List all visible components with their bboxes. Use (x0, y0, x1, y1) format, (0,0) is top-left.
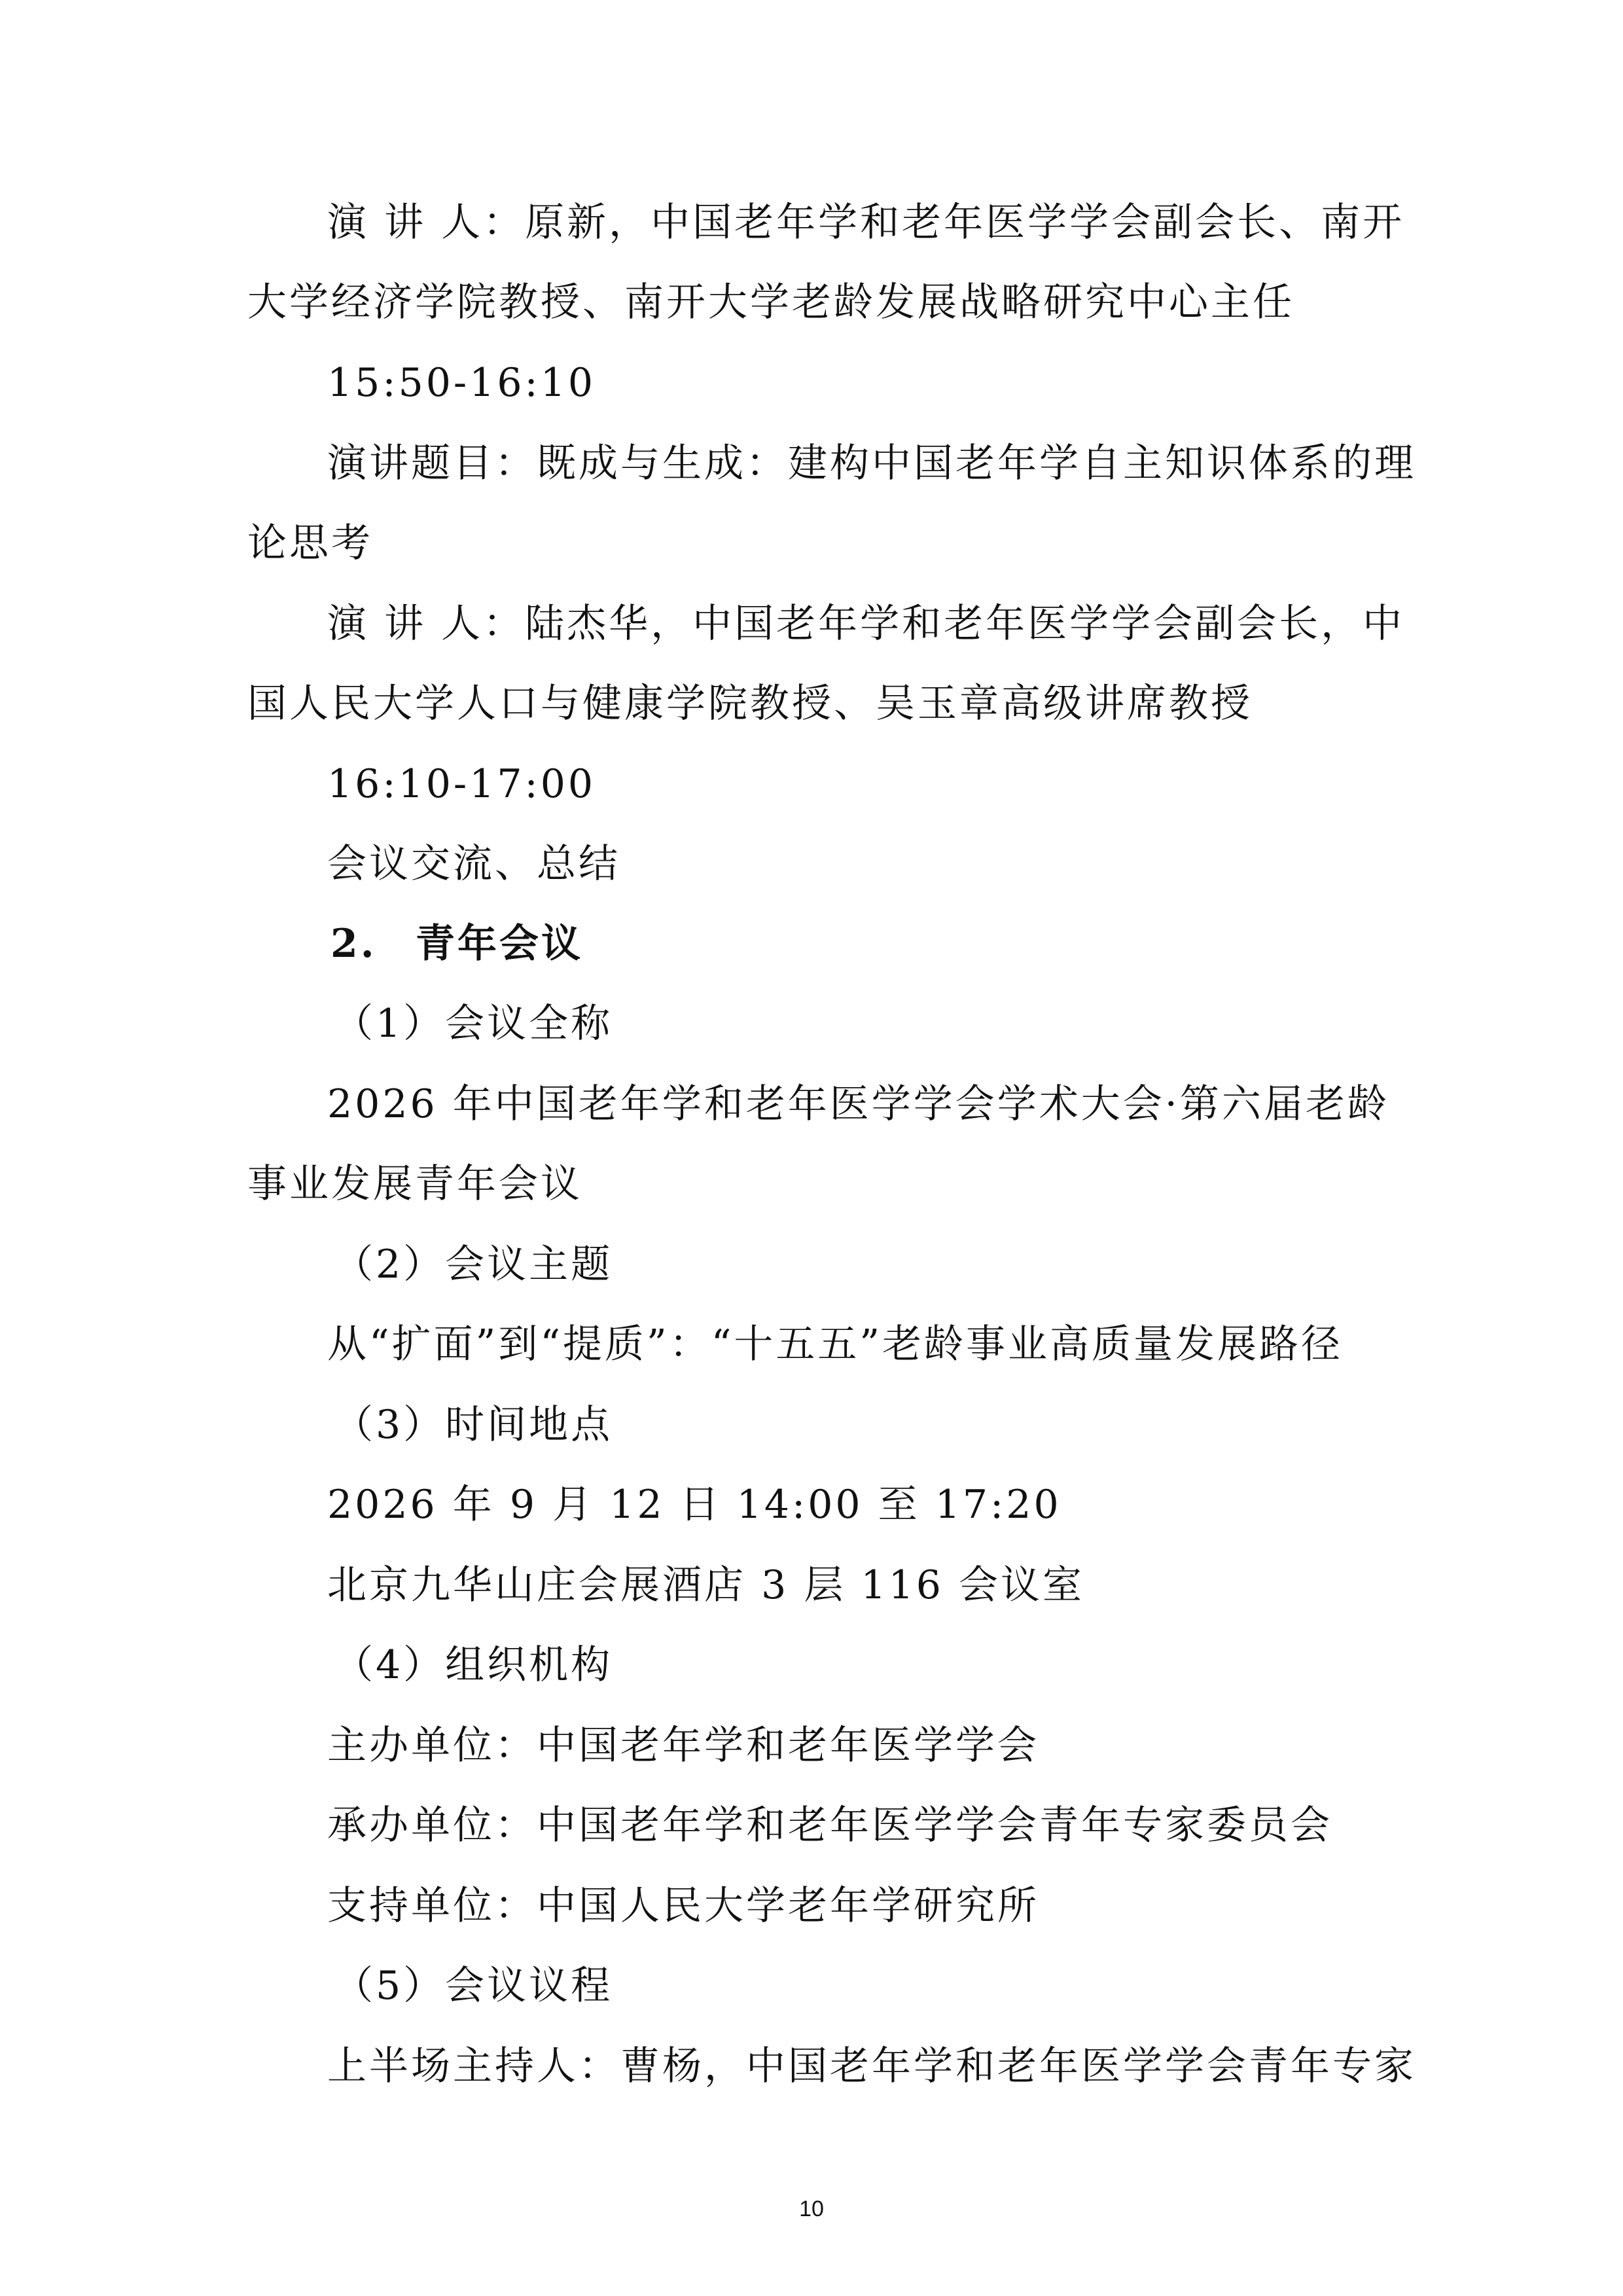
time-slot: 16:10-17:00 (327, 761, 596, 807)
paragraph-line: 从“扩面”到“提质”：“十五五”老龄事业高质量发展路径 (327, 1321, 1344, 1367)
paragraph-line: 支持单位：中国人民大学老年学研究所 (327, 1883, 1039, 1929)
paragraph-line: 上半场主持人：曹杨，中国老年学和老年医学学会青年专家 (327, 2043, 1416, 2089)
section-number: 2. (330, 921, 377, 967)
page-number: 10 (799, 2197, 824, 2221)
speaker-line: 演 讲 人：原新，中国老年学和老年医学学会副会长、南开 (327, 200, 1405, 245)
paragraph-line: 承办单位：中国老年学和老年医学学会青年专家委员会 (327, 1803, 1332, 1848)
subsection-heading: （2）会议主题 (334, 1242, 613, 1287)
talk-title-line: 演讲题目：既成与生成：建构中国老年学自主知识体系的理 (327, 440, 1416, 486)
speaker-line-continued: 大学经济学院教授、南开大学老龄发展战略研究中心主任 (247, 279, 1294, 325)
subsection-heading: （1）会议全称 (334, 1001, 613, 1047)
paragraph-line: 2026 年中国老年学和老年医学学会学术大会·第六届老龄 (327, 1081, 1389, 1127)
section-title: 青年会议 (416, 921, 583, 967)
subsection-heading: （4）组织机构 (334, 1642, 613, 1688)
speaker-line-continued: 国人民大学人口与健康学院教授、吴玉章高级讲席教授 (247, 681, 1253, 726)
subsection-heading: （5）会议议程 (334, 1963, 613, 2009)
paragraph-line-continued: 事业发展青年会议 (247, 1161, 582, 1207)
subsection-heading: （3）时间地点 (334, 1402, 613, 1448)
speaker-line: 演 讲 人：陆杰华，中国老年学和老年医学学会副会长，中 (327, 601, 1405, 647)
paragraph-line: 2026 年 9 月 12 日 14:00 至 17:20 (327, 1482, 1061, 1528)
paragraph-line: 主办单位：中国老年学和老年医学学会 (327, 1723, 1039, 1768)
talk-title-line-continued: 论思考 (247, 520, 373, 566)
paragraph-line: 北京九华山庄会展酒店 3 层 116 会议室 (327, 1562, 1084, 1608)
agenda-item: 会议交流、总结 (327, 841, 620, 887)
time-slot: 15:50-16:10 (327, 360, 596, 406)
section-heading (330, 918, 583, 970)
